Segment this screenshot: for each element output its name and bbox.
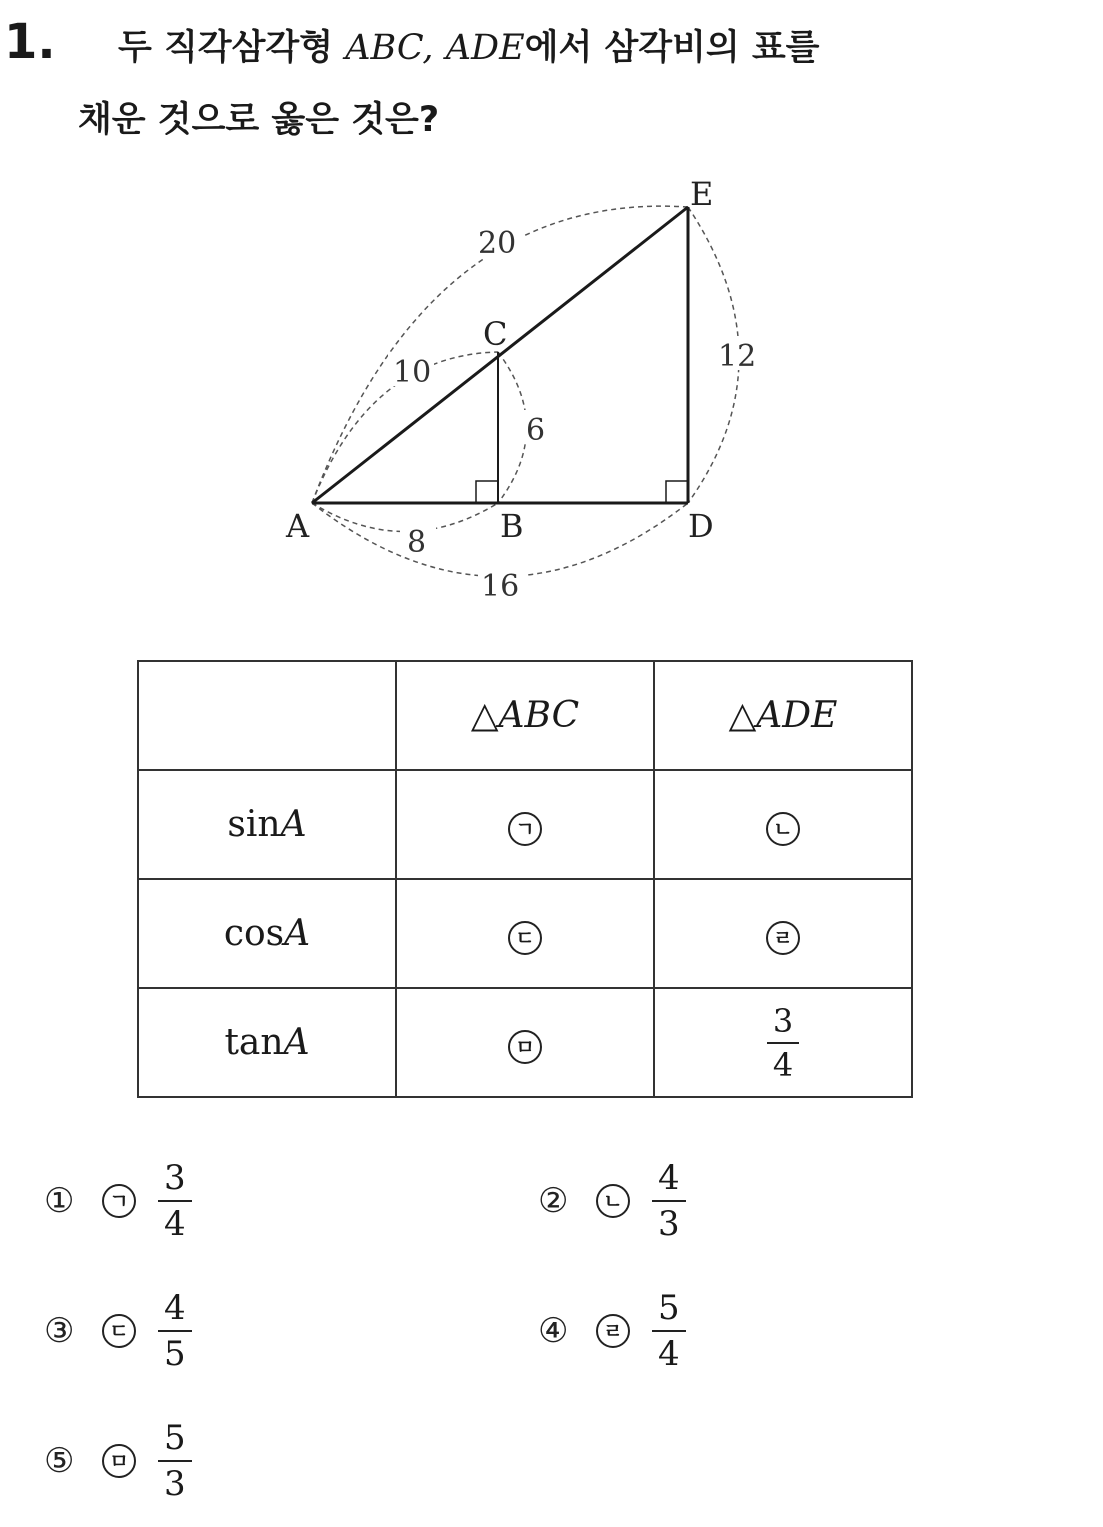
header-ade: △ADE	[654, 661, 912, 770]
cell-cos-abc	[396, 879, 654, 988]
question-text-prefix: 두 직각삼각형	[118, 28, 334, 68]
option-4[interactable]: ④ ㄹ $\frac{5}{4}$	[538, 1288, 686, 1374]
table-row	[138, 988, 912, 1097]
right-angle-b	[476, 481, 498, 503]
triangle-ade-name: ADE	[445, 28, 525, 68]
option-fraction: $\frac{4}{5}$	[158, 1288, 192, 1374]
length-ab: 8	[407, 525, 427, 560]
table-header-row	[138, 661, 912, 770]
comma: ,	[422, 28, 434, 68]
right-angle-d	[666, 481, 688, 503]
option-mark: ㄹ	[596, 1314, 630, 1348]
label-e: E	[690, 175, 714, 213]
length-ad: 16	[481, 569, 520, 604]
cell-sin-ade	[654, 770, 912, 879]
question-line-2: 채운 것으로 옳은 것은?	[78, 100, 440, 140]
header-abc: △ABC	[396, 661, 654, 770]
row-label-tan: tanA	[138, 988, 396, 1097]
triangle-abc-name: ABC	[345, 28, 423, 68]
label-b: B	[500, 507, 524, 545]
option-mark: ㄷ	[102, 1314, 136, 1348]
table-corner-cell	[138, 661, 396, 770]
option-2[interactable]: ② ㄴ $\frac{4}{3}$	[538, 1158, 686, 1244]
length-bc: 6	[526, 413, 546, 448]
option-fraction: $\frac{3}{4}$	[158, 1158, 192, 1244]
option-mark: ㄱ	[102, 1184, 136, 1218]
question-number: 1.	[4, 14, 56, 70]
trig-ratio-table	[137, 660, 913, 1098]
fraction: $\frac{3}{4}$	[767, 1002, 799, 1084]
option-1[interactable]: ① ㄱ $\frac{3}{4}$	[44, 1158, 192, 1244]
length-ae: 20	[478, 226, 517, 261]
row-label-cos: cosA	[138, 879, 396, 988]
option-mark: ㅁ	[102, 1444, 136, 1478]
option-fraction: $\frac{5}{3}$	[158, 1418, 192, 1504]
table-row	[138, 879, 912, 988]
cell-sin-abc	[396, 770, 654, 879]
option-5[interactable]: ⑤ ㅁ $\frac{5}{3}$	[44, 1418, 192, 1504]
label-d: D	[688, 507, 714, 545]
label-a: A	[286, 507, 310, 545]
cell-tan-abc	[396, 988, 654, 1097]
answer-mark: ㄷ	[508, 921, 542, 955]
table-row	[138, 770, 912, 879]
answer-mark: ㄱ	[508, 812, 542, 846]
option-3[interactable]: ③ ㄷ $\frac{4}{5}$	[44, 1288, 192, 1374]
cell-tan-ade	[654, 988, 912, 1097]
label-c: C	[483, 315, 508, 353]
answer-mark: ㅁ	[508, 1030, 542, 1064]
answer-mark: ㄹ	[766, 921, 800, 955]
triangle-figure	[0, 0, 1103, 640]
cell-cos-ade	[654, 879, 912, 988]
option-fraction: $\frac{4}{3}$	[652, 1158, 686, 1244]
answer-mark: ㄴ	[766, 812, 800, 846]
option-mark: ㄴ	[596, 1184, 630, 1218]
option-fraction: $\frac{5}{4}$	[652, 1288, 686, 1374]
question-text-suffix: 에서 삼각비의 표를	[524, 28, 820, 68]
row-label-sin: sinA	[138, 770, 396, 879]
length-de: 12	[718, 339, 757, 374]
length-ac: 10	[393, 355, 432, 390]
